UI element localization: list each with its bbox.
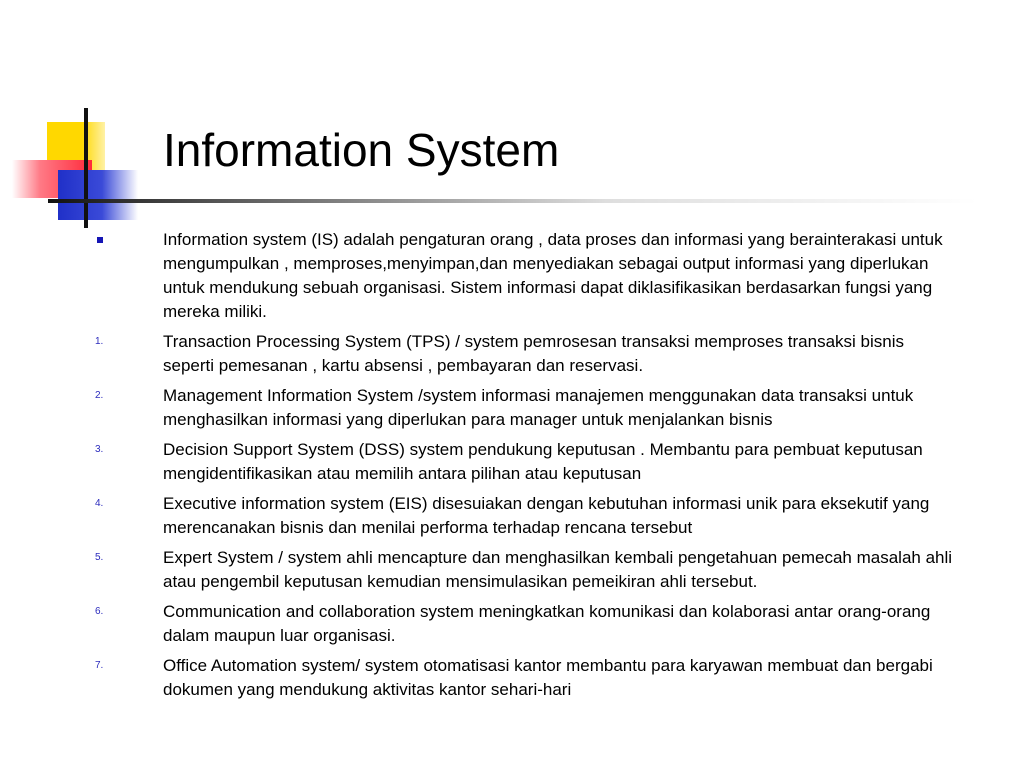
list-number: 3. xyxy=(95,444,104,455)
list-item xyxy=(0,330,1024,378)
list-item xyxy=(0,654,1024,702)
slide-body xyxy=(0,228,1024,708)
list-item xyxy=(0,384,1024,432)
list-number: 1. xyxy=(95,336,104,347)
decor-blue-square xyxy=(58,170,138,220)
list-item xyxy=(0,546,1024,594)
list-number: 4. xyxy=(95,498,104,509)
list-number: 7. xyxy=(95,660,104,671)
list-item xyxy=(0,600,1024,648)
list-item-text: Decision Support System (DSS) system pendukung keputusan . Membantu para pembuat keputusan mengidentifikasikan atau memilih antara pilihan atau keputusan xyxy=(163,440,923,483)
list-number: 6. xyxy=(95,606,104,617)
list-item-text: Management Information System /system informasi manajemen menggunakan data transaksi untuk menghasilkan informasi yang diperlukan para manager untuk menjalankan bisnis xyxy=(163,386,914,429)
list-item xyxy=(0,438,1024,486)
list-number: 2. xyxy=(95,390,104,401)
slide-title: Information System xyxy=(163,124,560,176)
list-item-text: Executive information system (EIS) disesuiakan dengan kebutuhan informasi unik para eksekutif yang merencanakan bisnis dan menilai performa terhadap rencana tersebut xyxy=(163,494,930,537)
intro-bullet xyxy=(0,228,1024,324)
list-item-text: Office Automation system/ system otomatisasi kantor membantu para karyawan membuat dan bergabi dokumen yang mendukung aktivitas kantor sehari-hari xyxy=(163,656,933,699)
intro-text: Information system (IS) adalah pengaturan orang , data proses dan informasi yang berainterakasi untuk mengumpulkan , memproses,menyimpan,dan menyediakan sebagai output informasi yang diperlukan untuk mendukung sebuah organisasi. Sistem informasi dapat diklasifikasikan berdasarkan fungsi yang mereka miliki. xyxy=(163,230,943,321)
decor-vertical-line xyxy=(84,108,88,228)
square-bullet-icon xyxy=(97,237,103,243)
title-underline xyxy=(48,199,978,203)
list-item-text: Transaction Processing System (TPS) / system pemrosesan transaksi memproses transaksi bisnis seperti pemesanan , kartu absensi , pembayaran dan reservasi. xyxy=(163,332,905,375)
list-item-text: Communication and collaboration system meningkatkan komunikasi dan kolaborasi antar orang-orang dalam maupun luar organisasi. xyxy=(163,602,931,645)
list-number: 5. xyxy=(95,552,104,563)
list-item xyxy=(0,492,1024,540)
list-item-text: Expert System / system ahli mencapture dan menghasilkan kembali pengetahuan pemecah masalah ahli atau pengembil keputusan kemudian mensimulasikan pemeikiran ahli tersebut. xyxy=(163,548,953,591)
